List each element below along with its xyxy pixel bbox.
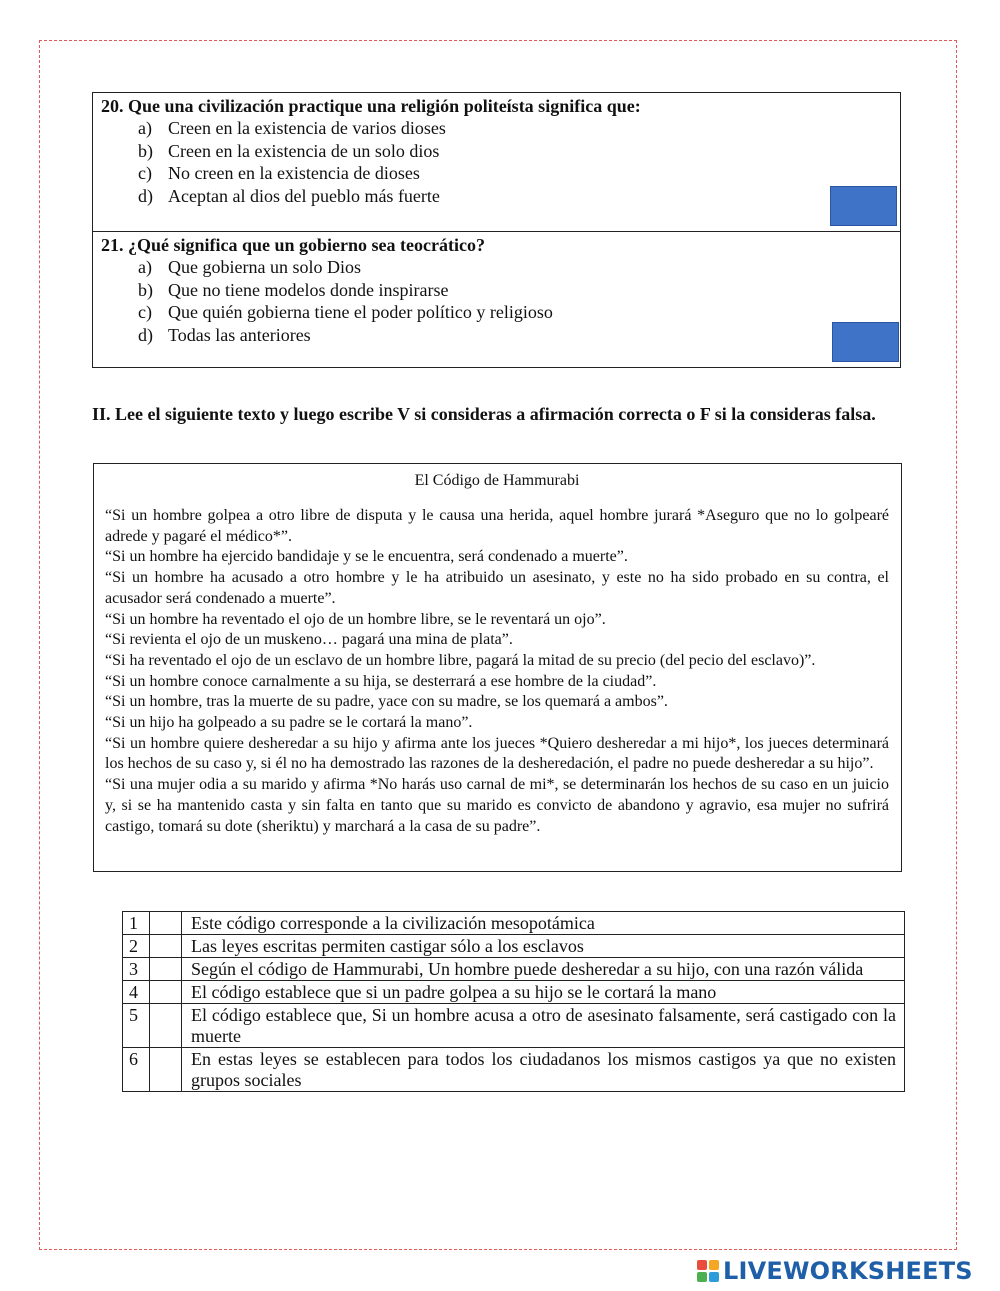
options-list <box>101 117 892 207</box>
answer-cell[interactable] <box>150 1004 182 1048</box>
row-number: 3 <box>123 958 150 981</box>
reading-box <box>93 463 902 872</box>
option-b: b) Que no tiene modelos donde inspirarse <box>138 279 449 300</box>
reading-paragraph: “Si revienta el ojo de un muskeno… pagará una mina de plata”. <box>105 631 513 649</box>
logo-block <box>709 1260 719 1270</box>
reading-paragraph: “Si un hombre ha reventado el ojo de un hombre libre, se le reventará un ojo”. <box>105 610 606 628</box>
reading-paragraph: “Si ha reventado el ojo de un esclavo de un hombre libre, pagará la mitad de su precio (del pecio del esclavo)”. <box>105 651 816 669</box>
liveworksheets-logo <box>697 1256 973 1286</box>
statement-text: Este código corresponde a la civilización mesopotámica <box>182 912 905 935</box>
option-d: d) Aceptan al dios del pueblo más fuerte <box>138 185 440 206</box>
statement-text: En estas leyes se establecen para todos los ciudadanos los mismos castigos ya que no existen grupos sociales <box>182 1048 905 1092</box>
row-number: 1 <box>123 912 150 935</box>
options-list <box>101 256 892 346</box>
option-c: c) Que quién gobierna tiene el poder político y religioso <box>138 302 553 322</box>
table-row <box>123 935 905 958</box>
reading-paragraph: “Si una mujer odia a su marido y afirma *No harás uso carnal de mi*, se determinarán los hechos de su caso en un juicio y, si se ha mantenido casta y sin falta en tanto que su marido es convicto de abandono y agravio, esa mujer no sufrirá castigo, tomará su dote (sheriktu) y marchará a la casa de su padre”. <box>105 776 889 835</box>
logo-block <box>709 1272 719 1282</box>
row-number: 4 <box>123 981 150 1004</box>
row-number: 2 <box>123 935 150 958</box>
answer-cell[interactable] <box>150 981 182 1004</box>
option-a: a) Creen en la existencia de varios dioses <box>138 118 446 138</box>
reading-paragraph: “Si un hombre conoce carnalmente a su hija, se desterrará a ese hombre de la ciudad”. <box>105 672 657 690</box>
true-false-table <box>122 911 905 1092</box>
logo-block <box>697 1272 707 1282</box>
table-row <box>123 1048 905 1092</box>
answer-cell[interactable] <box>150 958 182 981</box>
statement-text: El código establece que, Si un hombre acusa a otro de asesinato falsamente, será castigado con la muerte <box>182 1004 905 1048</box>
reading-title: El Código de Hammurabi <box>414 472 580 489</box>
logo-block <box>697 1260 707 1270</box>
answer-cell[interactable] <box>150 935 182 958</box>
question-title: 21. ¿Qué significa que un gobierno sea teocrático? <box>101 235 485 255</box>
questions-box <box>92 92 901 368</box>
statement-text: Según el código de Hammurabi, Un hombre puede desheredar a su hijo, con una razón válida <box>182 958 905 981</box>
logo-blocks-icon <box>697 1260 719 1282</box>
statement-text: Las leyes escritas permiten castigar sólo a los esclavos <box>182 935 905 958</box>
reading-paragraph: “Si un hombre golpea a otro libre de disputa y le causa una herida, aquel hombre jurará *Aseguro que no lo golpearé adrede y pagaré el médico*”. <box>105 507 889 545</box>
logo-wordmark: LIVEWORKSHEETS <box>723 1257 973 1285</box>
row-number: 5 <box>123 1004 150 1048</box>
option-c: c) No creen en la existencia de dioses <box>138 163 420 183</box>
question-21 <box>93 231 900 367</box>
question-20 <box>93 93 900 231</box>
section-ii-instruction: II. Lee el siguiente texto y luego escribe V si consideras a afirmación correcta o F si la consideras falsa. <box>92 404 876 424</box>
question-title: 20. Que una civilización practique una religión politeísta significa que: <box>101 96 641 116</box>
reading-paragraph: “Si un hombre ha ejercido bandidaje y se le encuentra, será condenado a muerte”. <box>105 548 628 566</box>
answer-cell[interactable] <box>150 1048 182 1092</box>
option-d: d) Todas las anteriores <box>138 324 311 345</box>
option-a: a) Que gobierna un solo Dios <box>138 257 361 277</box>
table-row <box>123 1004 905 1048</box>
answer-input-20[interactable] <box>830 186 897 226</box>
answer-cell[interactable] <box>150 912 182 935</box>
table-row <box>123 981 905 1004</box>
statement-text: El código establece que si un padre golpea a su hijo se le cortará la mano <box>182 981 905 1004</box>
reading-paragraph: “Si un hombre ha acusado a otro hombre y le ha atribuido un asesinato, y este no ha sido probado en su contra, el acusador será condenado a muerte”. <box>105 569 889 607</box>
reading-paragraph: “Si un hombre, tras la muerte de su padre, yace con su madre, se los quemará a ambos”. <box>105 693 668 711</box>
option-b: b) Creen en la existencia de un solo dios <box>138 140 440 161</box>
table-row <box>123 958 905 981</box>
row-number: 6 <box>123 1048 150 1092</box>
table-row <box>123 912 905 935</box>
reading-paragraph: “Si un hombre quiere desheredar a su hijo y afirma ante los jueces *Quiero desheredar a mi hijo*, los jueces determinará los hechos de su caso y, si él no ha demostrado las razones de la desheredación, el padre no puede desheredar a su hijo”. <box>105 734 889 773</box>
answer-input-21[interactable] <box>832 322 899 362</box>
reading-paragraph: “Si un hijo ha golpeado a su padre se le cortará la mano”. <box>105 714 473 732</box>
